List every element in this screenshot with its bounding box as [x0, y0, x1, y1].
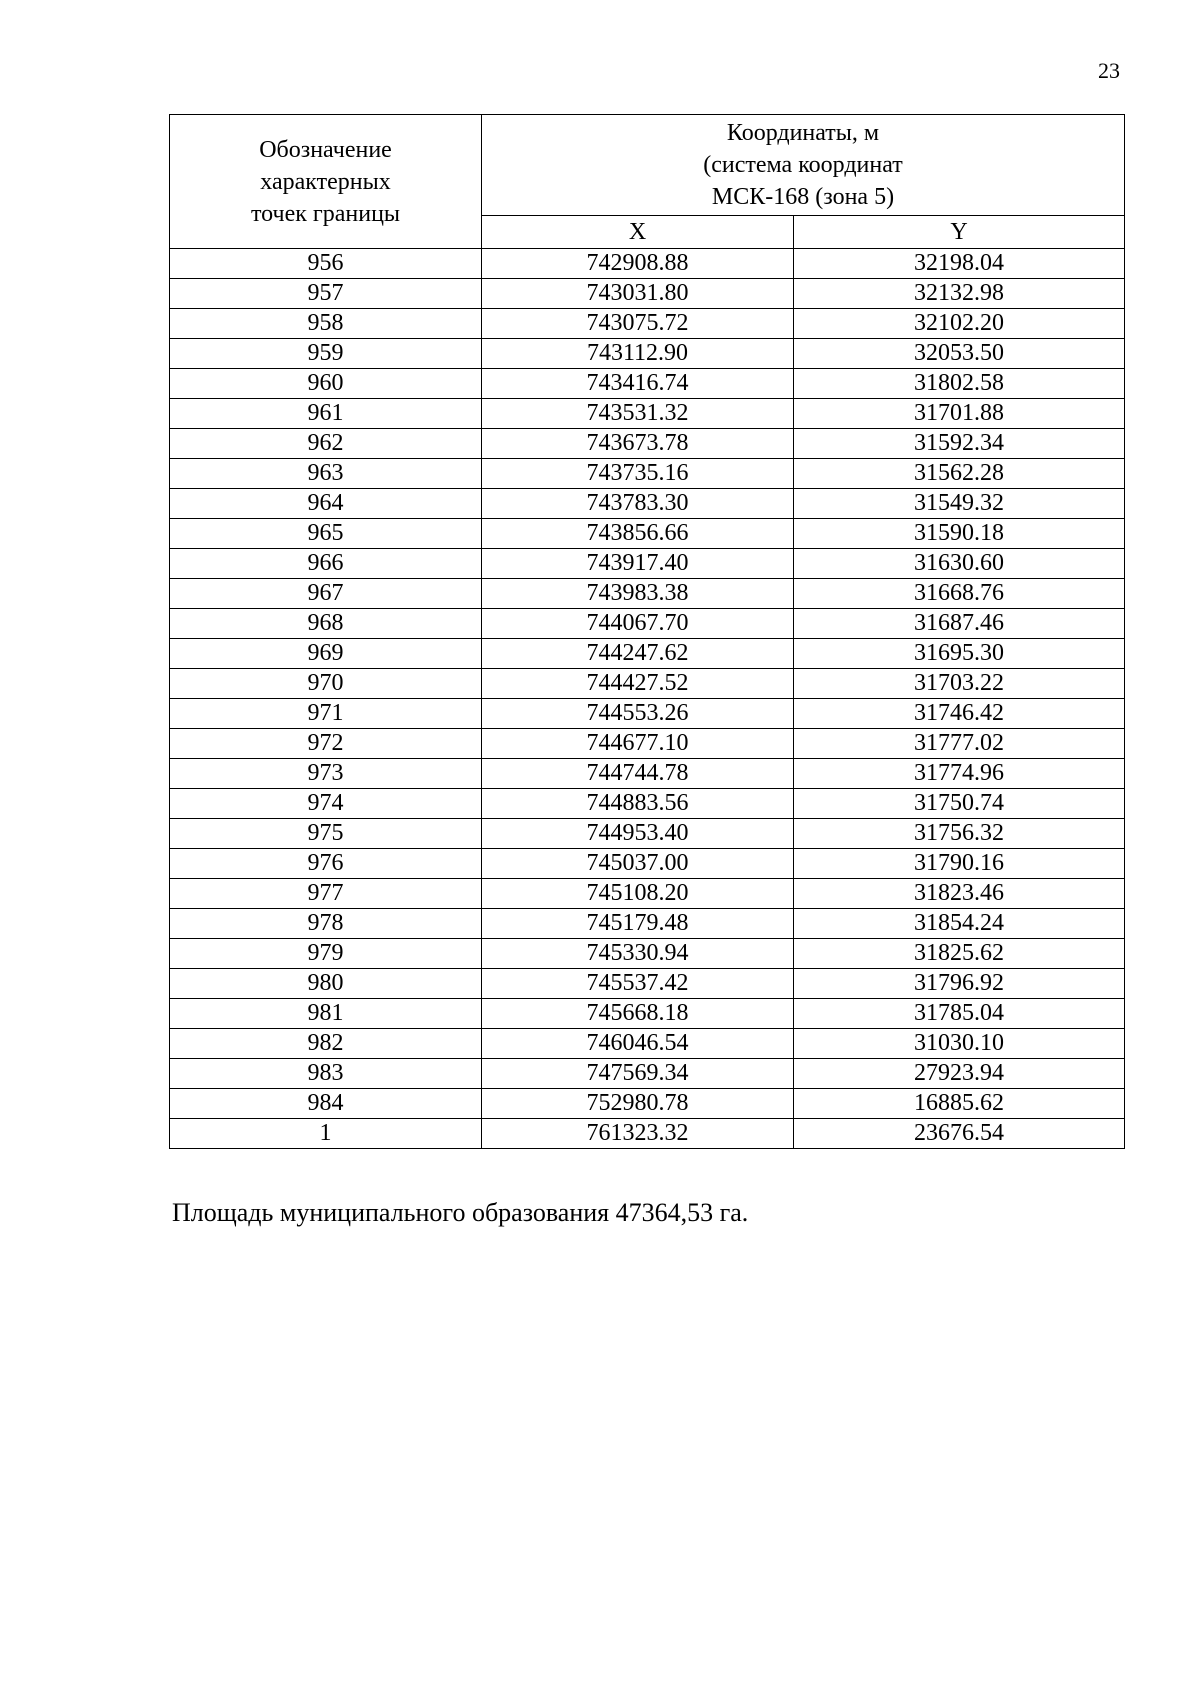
cell-point: 969	[170, 639, 482, 669]
cell-point: 981	[170, 999, 482, 1029]
table-row	[170, 579, 1125, 609]
table-row	[170, 699, 1125, 729]
cell-point: 972	[170, 729, 482, 759]
cell-y: 31796.92	[794, 969, 1125, 999]
cell-x: 743735.16	[482, 459, 794, 489]
cell-x: 745108.20	[482, 879, 794, 909]
cell-x: 746046.54	[482, 1029, 794, 1059]
cell-x: 745668.18	[482, 999, 794, 1029]
cell-y: 31030.10	[794, 1029, 1125, 1059]
cell-x: 743416.74	[482, 369, 794, 399]
header-x: X	[482, 216, 794, 249]
cell-y: 31750.74	[794, 789, 1125, 819]
header-point-line: характерных	[260, 168, 391, 195]
cell-point: 984	[170, 1089, 482, 1119]
table-row	[170, 489, 1125, 519]
cell-x: 743856.66	[482, 519, 794, 549]
table-row	[170, 549, 1125, 579]
table-row	[170, 759, 1125, 789]
table-row	[170, 279, 1125, 309]
table-row	[170, 309, 1125, 339]
cell-y: 31854.24	[794, 909, 1125, 939]
cell-y: 32198.04	[794, 249, 1125, 279]
table-row	[170, 849, 1125, 879]
cell-y: 23676.54	[794, 1119, 1125, 1149]
cell-x: 752980.78	[482, 1089, 794, 1119]
table-row	[170, 1029, 1125, 1059]
area-statement: Площадь муниципального образования 47364,53 га.	[172, 1198, 749, 1227]
table-row	[170, 1059, 1125, 1089]
cell-y: 31590.18	[794, 519, 1125, 549]
cell-x: 743075.72	[482, 309, 794, 339]
header-coordinates	[482, 115, 1125, 216]
cell-x: 744883.56	[482, 789, 794, 819]
cell-x: 743783.30	[482, 489, 794, 519]
cell-point: 1	[170, 1119, 482, 1149]
table-row	[170, 789, 1125, 819]
cell-y: 31746.42	[794, 699, 1125, 729]
cell-y: 31802.58	[794, 369, 1125, 399]
cell-y: 31562.28	[794, 459, 1125, 489]
cell-y: 16885.62	[794, 1089, 1125, 1119]
coordinates-table	[169, 114, 1125, 1149]
table-row	[170, 1119, 1125, 1149]
cell-point: 982	[170, 1029, 482, 1059]
cell-x: 745330.94	[482, 939, 794, 969]
header-y: Y	[794, 216, 1125, 249]
cell-x: 742908.88	[482, 249, 794, 279]
cell-x: 743917.40	[482, 549, 794, 579]
cell-x: 745537.42	[482, 969, 794, 999]
cell-point: 956	[170, 249, 482, 279]
table-row	[170, 909, 1125, 939]
table-row	[170, 819, 1125, 849]
cell-point: 957	[170, 279, 482, 309]
cell-point: 979	[170, 939, 482, 969]
cell-point: 968	[170, 609, 482, 639]
cell-point: 975	[170, 819, 482, 849]
table-row	[170, 429, 1125, 459]
cell-y: 32132.98	[794, 279, 1125, 309]
table-row	[170, 1089, 1125, 1119]
table-row	[170, 249, 1125, 279]
table-row	[170, 729, 1125, 759]
cell-x: 744067.70	[482, 609, 794, 639]
cell-point: 978	[170, 909, 482, 939]
cell-y: 31630.60	[794, 549, 1125, 579]
cell-point: 965	[170, 519, 482, 549]
cell-x: 744677.10	[482, 729, 794, 759]
cell-y: 31592.34	[794, 429, 1125, 459]
cell-point: 977	[170, 879, 482, 909]
cell-point: 966	[170, 549, 482, 579]
cell-x: 744744.78	[482, 759, 794, 789]
cell-x: 743673.78	[482, 429, 794, 459]
cell-x: 743031.80	[482, 279, 794, 309]
cell-point: 961	[170, 399, 482, 429]
header-point-line: Обозначение	[259, 136, 392, 163]
cell-point: 973	[170, 759, 482, 789]
cell-point: 976	[170, 849, 482, 879]
cell-y: 31790.16	[794, 849, 1125, 879]
table-row	[170, 399, 1125, 429]
header-point-designation	[170, 115, 482, 249]
cell-y: 32053.50	[794, 339, 1125, 369]
cell-y: 31668.76	[794, 579, 1125, 609]
table-row	[170, 609, 1125, 639]
header-coords-line: Координаты, м	[726, 120, 880, 146]
cell-x: 743983.38	[482, 579, 794, 609]
cell-x: 743112.90	[482, 339, 794, 369]
cell-point: 967	[170, 579, 482, 609]
cell-y: 31695.30	[794, 639, 1125, 669]
cell-x: 745179.48	[482, 909, 794, 939]
table-row	[170, 459, 1125, 489]
cell-y: 31756.32	[794, 819, 1125, 849]
table-row	[170, 999, 1125, 1029]
cell-y: 31687.46	[794, 609, 1125, 639]
table-row	[170, 639, 1125, 669]
cell-x: 761323.32	[482, 1119, 794, 1149]
cell-y: 31703.22	[794, 669, 1125, 699]
table-row	[170, 879, 1125, 909]
cell-point: 963	[170, 459, 482, 489]
cell-point: 983	[170, 1059, 482, 1089]
table-row	[170, 369, 1125, 399]
cell-y: 27923.94	[794, 1059, 1125, 1089]
cell-x: 743531.32	[482, 399, 794, 429]
cell-y: 31777.02	[794, 729, 1125, 759]
cell-y: 31785.04	[794, 999, 1125, 1029]
cell-point: 971	[170, 699, 482, 729]
cell-point: 974	[170, 789, 482, 819]
cell-y: 31823.46	[794, 879, 1125, 909]
cell-point: 958	[170, 309, 482, 339]
cell-x: 744953.40	[482, 819, 794, 849]
cell-x: 744553.26	[482, 699, 794, 729]
cell-x: 747569.34	[482, 1059, 794, 1089]
cell-point: 959	[170, 339, 482, 369]
table-row	[170, 969, 1125, 999]
table-row	[170, 939, 1125, 969]
table-row	[170, 669, 1125, 699]
cell-point: 964	[170, 489, 482, 519]
cell-y: 32102.20	[794, 309, 1125, 339]
header-coords-line: (система координат	[703, 152, 903, 178]
header-point-line: точек границы	[250, 200, 401, 227]
cell-x: 744427.52	[482, 669, 794, 699]
table-row	[170, 519, 1125, 549]
table-header-row	[170, 115, 1125, 216]
header-coords-line: МСК-168 (зона 5)	[711, 184, 895, 210]
cell-y: 31701.88	[794, 399, 1125, 429]
cell-y: 31774.96	[794, 759, 1125, 789]
table-row	[170, 339, 1125, 369]
cell-y: 31825.62	[794, 939, 1125, 969]
cell-y: 31549.32	[794, 489, 1125, 519]
cell-point: 960	[170, 369, 482, 399]
cell-point: 970	[170, 669, 482, 699]
table-body	[170, 249, 1125, 1149]
cell-point: 962	[170, 429, 482, 459]
page-number: 23	[1098, 58, 1120, 83]
cell-point: 980	[170, 969, 482, 999]
cell-x: 745037.00	[482, 849, 794, 879]
cell-x: 744247.62	[482, 639, 794, 669]
